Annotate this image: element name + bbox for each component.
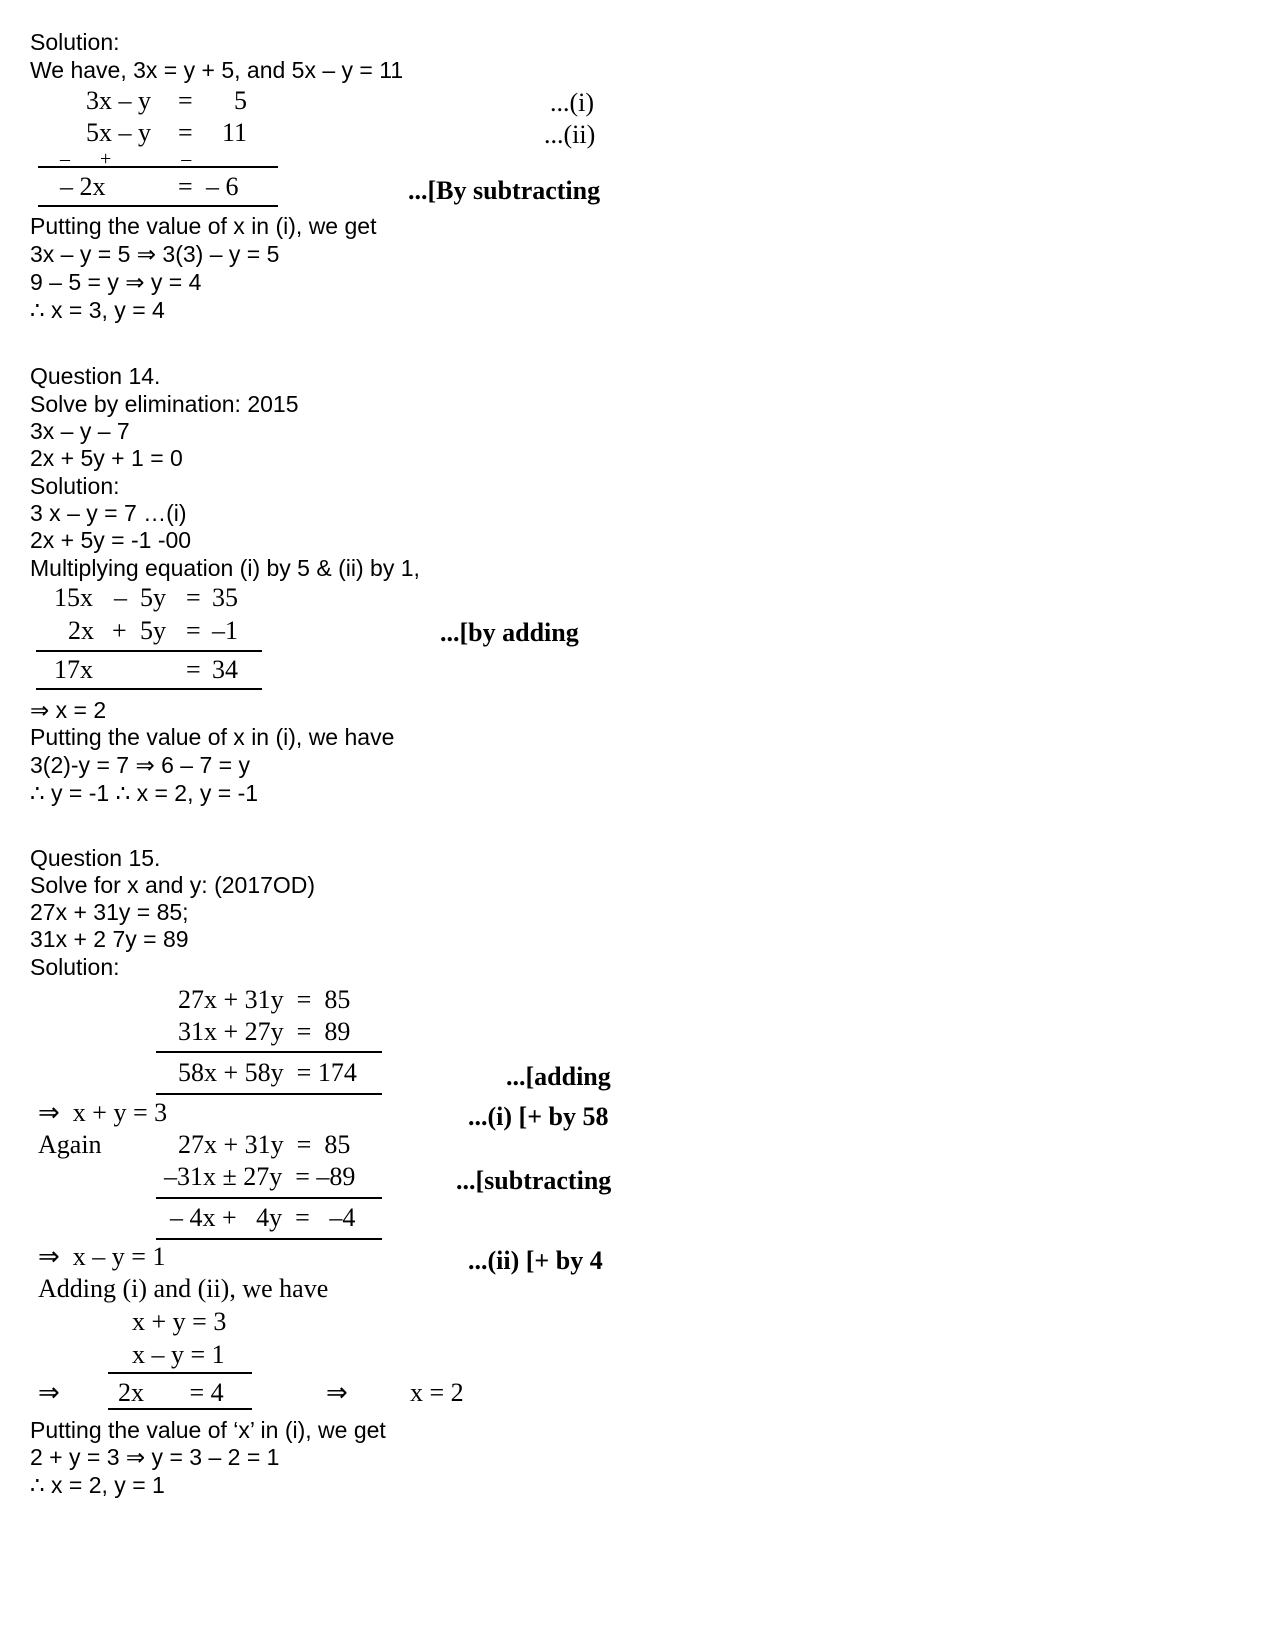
q14-row2-b: 5y xyxy=(140,616,166,645)
q14-line-4: ∴ y = -1 ∴ x = 2, y = -1 xyxy=(30,780,259,806)
q14-eq1: 3x – y – 7 xyxy=(30,418,130,444)
q15-rule-b-top xyxy=(156,1197,382,1199)
q14-result-lhs: 17x xyxy=(54,655,93,684)
q14-row2-eq: = xyxy=(186,616,201,645)
q15-again: Again xyxy=(38,1130,102,1159)
q13-rule-top xyxy=(38,166,278,168)
q14-rule-top xyxy=(36,650,262,652)
q15-a1: 27x + 31y = 85 xyxy=(178,985,351,1014)
q13-row1-rhs: 5 xyxy=(234,86,247,115)
q14-row2-a: 2x xyxy=(68,616,94,645)
q13-solution-label: Solution: xyxy=(30,29,120,55)
q13-row2-lhs: 5x – y xyxy=(86,118,151,147)
q13-result-lhs: – 2x xyxy=(60,172,106,201)
q14-prompt: Solve by elimination: 2015 xyxy=(30,391,299,417)
q13-line-1: Putting the value of x in (i), we get xyxy=(30,213,377,239)
q15-b2: –31x ± 27y = –89 xyxy=(164,1162,356,1191)
q15-b1: 27x + 31y = 85 xyxy=(178,1130,351,1159)
q13-row2-tag: ...(ii) xyxy=(544,120,596,149)
q15-c3: 2x = 4 xyxy=(118,1378,224,1407)
q15-c3-arrow2: ⇒ xyxy=(326,1378,348,1407)
q14-row1-op: – xyxy=(114,583,127,612)
q14-row1-b: 5y xyxy=(140,583,166,612)
q15-prompt: Solve for x and y: (2017OD) xyxy=(30,872,316,898)
q15-line-1: Putting the value of ‘x’ in (i), we get xyxy=(30,1417,386,1443)
q15-line-2: 2 + y = 3 ⇒ y = 3 – 2 = 1 xyxy=(30,1444,280,1470)
q14-line-2: Putting the value of x in (i), we have xyxy=(30,724,395,750)
q15-c1: x + y = 3 xyxy=(132,1307,227,1336)
q15-b3: – 4x + 4y = –4 xyxy=(170,1203,356,1232)
q15-line-3: ∴ x = 2, y = 1 xyxy=(30,1472,165,1498)
q13-signs: – + – xyxy=(60,148,192,170)
q15-eq2: 31x + 2 7y = 89 xyxy=(30,926,189,952)
q13-line-3: 9 – 5 = y ⇒ y = 4 xyxy=(30,269,202,295)
q15-b2-note: ...[subtracting xyxy=(456,1166,612,1195)
q14-title: Question 14. xyxy=(30,363,161,389)
q13-row1-eq: = xyxy=(178,86,193,115)
q14-line-1: ⇒ x = 2 xyxy=(30,697,107,723)
q14-solution-label: Solution: xyxy=(30,473,120,499)
q15-rule-a-bottom xyxy=(156,1093,382,1095)
q14-rule-bottom xyxy=(36,688,262,690)
q13-row1-tag: ...(i) xyxy=(550,88,595,117)
q15-c2: x – y = 1 xyxy=(132,1340,225,1369)
q13-row2-rhs: 11 xyxy=(222,118,248,147)
q13-result-eq: = xyxy=(178,172,193,201)
q15-b4-note: ...(ii) [+ by 4 xyxy=(468,1246,603,1275)
q15-b4: ⇒ x – y = 1 xyxy=(38,1242,166,1271)
q13-line-4: ∴ x = 3, y = 4 xyxy=(30,297,165,323)
q15-rule-c-top xyxy=(108,1372,252,1374)
q15-a2: 31x + 27y = 89 xyxy=(178,1017,351,1046)
q13-result-rhs: – 6 xyxy=(206,172,239,201)
q15-rule-c-bottom xyxy=(108,1408,252,1410)
q14-row2-note: ...[by adding xyxy=(440,618,579,647)
q14-row1-a: 15x xyxy=(54,583,93,612)
q14-result-eq: = xyxy=(186,655,201,684)
q15-a3-note: ...[adding xyxy=(506,1062,611,1091)
q15-a4: ⇒ x + y = 3 xyxy=(38,1098,168,1127)
q15-a4-note: ...(i) [+ by 58 xyxy=(468,1102,609,1131)
q14-row1-rhs: 35 xyxy=(212,583,238,612)
q15-adding: Adding (i) and (ii), we have xyxy=(38,1274,329,1303)
q14-s3: Multiplying equation (i) by 5 & (ii) by 1, xyxy=(30,555,420,581)
q15-c3-result: x = 2 xyxy=(410,1378,464,1407)
q14-s2: 2x + 5y = -1 -00 xyxy=(30,527,192,553)
q14-row1-eq: = xyxy=(186,583,201,612)
q15-c3-arrow: ⇒ xyxy=(38,1378,60,1407)
q13-result-note: ...[By subtracting xyxy=(408,176,601,205)
q13-row1-lhs: 3x – y xyxy=(86,86,151,115)
q15-rule-a-top xyxy=(156,1051,382,1053)
q13-row2-eq: = xyxy=(178,118,193,147)
q15-solution-label: Solution: xyxy=(30,954,120,980)
q14-line-3: 3(2)-y = 7 ⇒ 6 – 7 = y xyxy=(30,752,250,778)
q15-rule-b-bottom xyxy=(156,1238,382,1240)
q14-row2-op: + xyxy=(112,616,127,645)
q13-line-2: 3x – y = 5 ⇒ 3(3) – y = 5 xyxy=(30,241,280,267)
q14-s1: 3 x – y = 7 …(i) xyxy=(30,500,187,526)
q15-title: Question 15. xyxy=(30,845,161,871)
q13-intro: We have, 3x = y + 5, and 5x – y = 11 xyxy=(30,57,404,83)
q13-rule-bottom xyxy=(38,205,278,207)
q15-a3: 58x + 58y = 174 xyxy=(178,1058,357,1087)
q14-eq2: 2x + 5y + 1 = 0 xyxy=(30,445,183,471)
q15-eq1: 27x + 31y = 85; xyxy=(30,899,189,925)
q14-row2-rhs: –1 xyxy=(212,616,238,645)
q14-result-rhs: 34 xyxy=(212,655,238,684)
